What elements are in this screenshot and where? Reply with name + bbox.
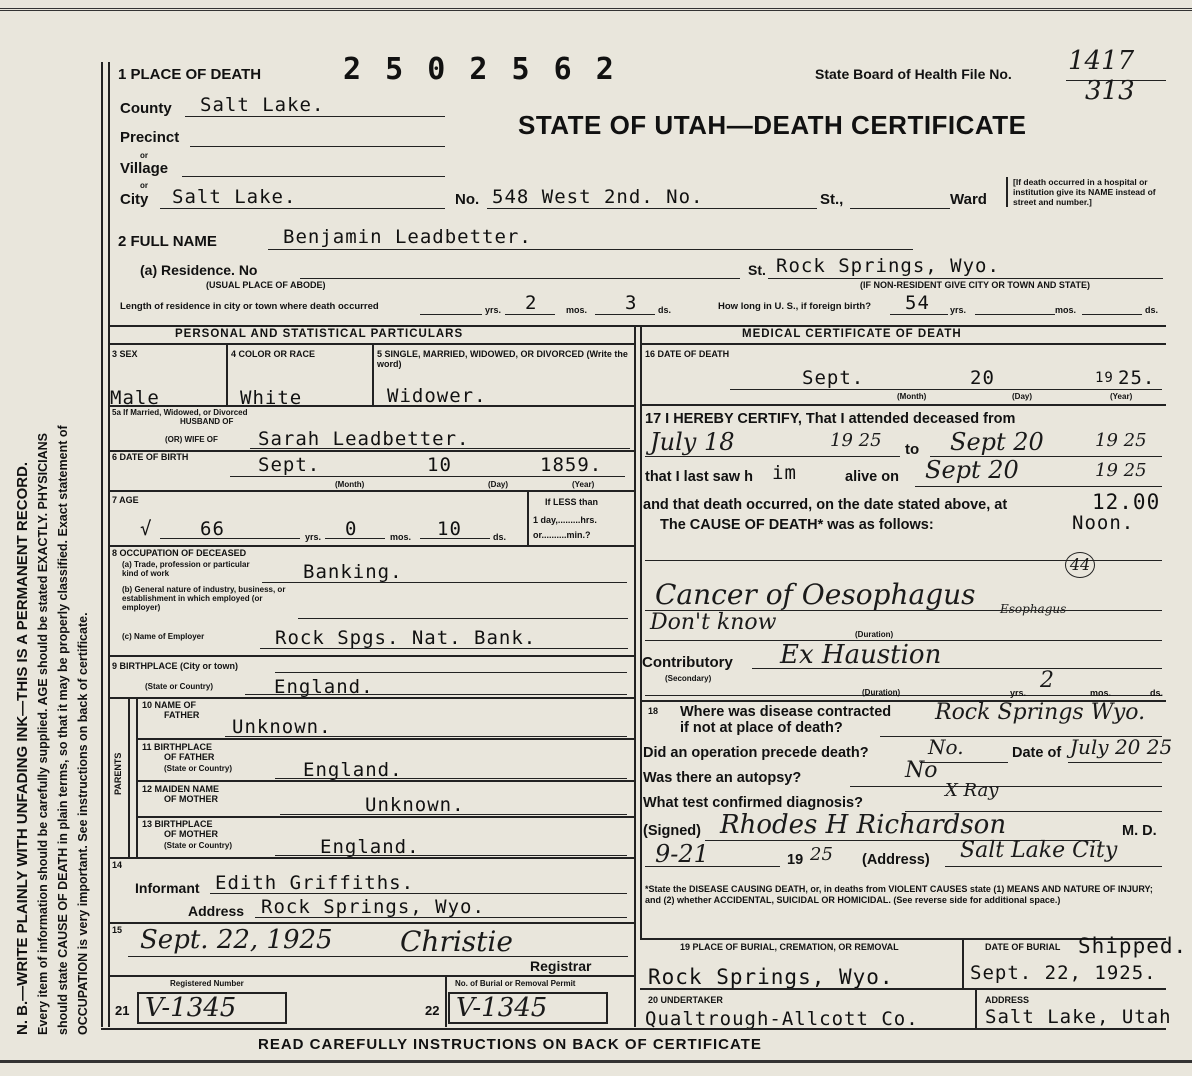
side-note-line4: OCCUPATION is very important. See instructions on back of certificate. bbox=[76, 612, 90, 1035]
county-value: Salt Lake. bbox=[200, 94, 325, 116]
file-no-2: 313 bbox=[1085, 76, 1135, 106]
physician-signature: Rhodes H Richardson bbox=[720, 810, 1007, 840]
informant-address: Rock Springs, Wyo. bbox=[261, 896, 485, 918]
signed-date: 9-21 bbox=[655, 840, 709, 868]
test-answer: X Ray bbox=[945, 780, 999, 801]
hospital-note: [If death occurred in a hospital or institution give its NAME instead of street and number.] bbox=[1006, 177, 1171, 207]
age-days: 10 bbox=[437, 518, 462, 540]
autopsy-answer: No bbox=[905, 758, 938, 783]
occupation-value: Banking. bbox=[303, 561, 403, 583]
operation-date: July 20 25 bbox=[1070, 735, 1173, 759]
where-contracted: Rock Springs Wyo. bbox=[935, 700, 1146, 725]
us-years: 54 bbox=[905, 292, 930, 314]
attend-from: July 18 bbox=[650, 428, 735, 456]
attend-to: Sept 20 bbox=[950, 428, 1044, 456]
father-name: Unknown. bbox=[232, 716, 332, 738]
race-value: White bbox=[240, 387, 303, 409]
full-name-label: 2 FULL NAME bbox=[118, 233, 217, 250]
duration-value: Don't know bbox=[650, 610, 777, 635]
father-birthplace: England. bbox=[303, 759, 403, 781]
age-months: 0 bbox=[345, 518, 358, 540]
duration-months: 2 bbox=[1040, 668, 1054, 693]
residence-years: 2 bbox=[525, 292, 538, 314]
informant-label: Informant bbox=[135, 880, 200, 896]
side-note-line3: should state CAUSE OF DEATH in plain terms, so that it may be properly classified. Exact statement of bbox=[56, 425, 70, 1035]
certify-text: 17 I HEREBY CERTIFY, That I attended deceased from bbox=[645, 411, 1016, 427]
precinct-label: Precinct bbox=[120, 129, 180, 146]
sex-value: Male bbox=[110, 387, 160, 409]
mother-name: Unknown. bbox=[365, 794, 465, 816]
permit-number: V-1345 bbox=[448, 992, 608, 1024]
filed-date: Sept. 22, 1925 bbox=[140, 925, 333, 955]
undertaker-address: Salt Lake, Utah bbox=[985, 1006, 1172, 1028]
personal-heading: PERSONAL AND STATISTICAL PARTICULARS bbox=[175, 328, 464, 340]
burial-date: Sept. 22, 1925. bbox=[970, 962, 1157, 984]
mother-birthplace: England. bbox=[320, 836, 420, 858]
dob-year: 1859. bbox=[540, 454, 603, 476]
spouse-name: Sarah Leadbetter. bbox=[258, 428, 470, 450]
side-note-line1: N. B.—WRITE PLAINLY WITH UNFADING INK—THIS IS A PERMANENT RECORD. bbox=[14, 461, 31, 1035]
cause-footnote: *State the DISEASE CAUSING DEATH, or, in deaths from VIOLENT CAUSES state (1) MEANS AND NATURE OF INJURY; and (2) whether ACCIDENTAL, SUICIDAL OR HOMICIDAL. (See reverse side for additional space.) bbox=[645, 884, 1153, 905]
shipped-note: Shipped. bbox=[1078, 934, 1188, 958]
file-no-label: State Board of Health File No. bbox=[815, 66, 1012, 82]
contributory-label: Contributory bbox=[642, 654, 733, 671]
certificate-title: STATE OF UTAH—DEATH CERTIFICATE bbox=[518, 110, 1027, 140]
death-day: 20 bbox=[970, 367, 995, 389]
full-name-value: Benjamin Leadbetter. bbox=[283, 226, 532, 248]
burial-place: Rock Springs, Wyo. bbox=[648, 965, 894, 989]
time-of-death: 12.00 bbox=[1092, 490, 1161, 514]
dob-day: 10 bbox=[427, 454, 452, 476]
ward-label: Ward bbox=[950, 191, 987, 208]
employer-value: Rock Spgs. Nat. Bank. bbox=[275, 627, 537, 649]
cause-text: The CAUSE OF DEATH* was as follows: bbox=[660, 517, 934, 533]
death-month: Sept. bbox=[802, 367, 865, 389]
residence-months: 3 bbox=[625, 292, 638, 314]
informant-address-label: Address bbox=[188, 903, 245, 919]
age-years: 66 bbox=[200, 518, 225, 540]
registered-number: V-1345 bbox=[137, 992, 287, 1024]
street-address: 548 West 2nd. No. bbox=[492, 186, 704, 208]
registrar-signature: Christie bbox=[400, 925, 513, 958]
parents-label: PARENTS bbox=[113, 752, 123, 795]
certificate-number: 2 5 0 2 5 6 2 bbox=[343, 52, 617, 87]
place-of-death-label: 1 PLACE OF DEATH bbox=[118, 66, 262, 83]
undertaker-name: Qualtrough-Allcott Co. bbox=[645, 1008, 919, 1030]
footer-instructions: READ CAREFULLY INSTRUCTIONS ON BACK OF CERTIFICATE bbox=[258, 1036, 762, 1053]
frame-left-border bbox=[101, 62, 103, 1027]
registrar-label: Registrar bbox=[530, 958, 592, 974]
contributory-cause: Ex Haustion bbox=[780, 640, 942, 670]
side-note-line2: Every item of information should be carefully supplied. AGE should be stated EXACTLY. PHYSICIANS bbox=[36, 433, 50, 1035]
medical-heading: MEDICAL CERTIFICATE OF DEATH bbox=[742, 328, 962, 340]
death-year: 25. bbox=[1118, 367, 1156, 389]
city-label: City bbox=[120, 191, 149, 208]
file-no: 1417 bbox=[1068, 46, 1135, 76]
cause-code: 44 bbox=[1065, 552, 1095, 578]
length-residence-label: Length of residence in city or town where death occurred bbox=[120, 301, 379, 312]
county-label: County bbox=[120, 100, 172, 117]
physician-address: Salt Lake City bbox=[960, 838, 1118, 863]
operation-answer: No. bbox=[928, 735, 964, 759]
birthplace-value: England. bbox=[274, 676, 374, 698]
column-divider bbox=[634, 325, 636, 1027]
village-label: Village bbox=[120, 160, 169, 177]
dob-month: Sept. bbox=[258, 454, 321, 476]
top-edge bbox=[0, 8, 1192, 11]
city-value: Salt Lake. bbox=[172, 186, 297, 208]
last-saw-date: Sept 20 bbox=[925, 456, 1019, 484]
marital-status: Widower. bbox=[387, 385, 487, 407]
informant-name: Edith Griffiths. bbox=[215, 872, 415, 894]
cause-of-death: Cancer of Oesophagus bbox=[655, 578, 976, 611]
residence-label: (a) Residence. No bbox=[140, 262, 258, 278]
residence-value: Rock Springs, Wyo. bbox=[776, 255, 1000, 277]
